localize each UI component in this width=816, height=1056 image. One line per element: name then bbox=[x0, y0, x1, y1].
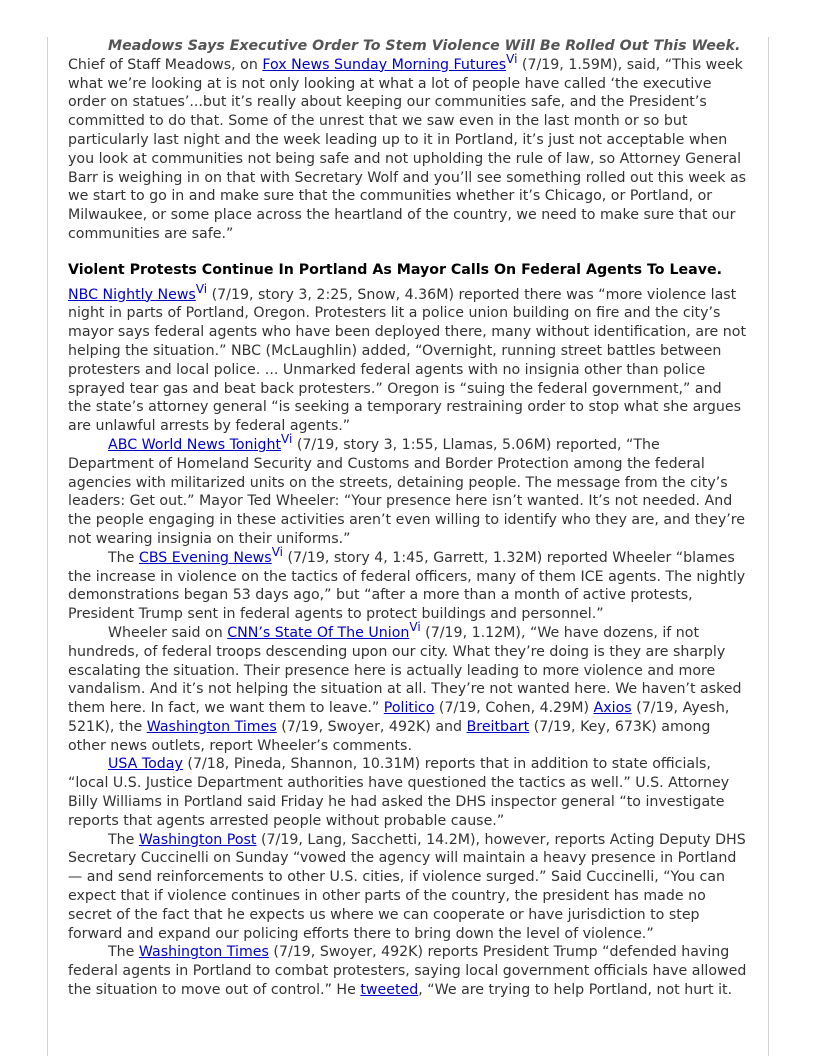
washington-times-link[interactable]: Washington Times bbox=[138, 944, 269, 961]
paragraph: Chief of Staff Meadows, on Fox News Sunday Morning Futures$^{Vi}$ (7/19, 1.59M), said, “This week what we’re looking at is not only looking at what a lot of people have called ‘the executive order on statues’...but it’s really about keeping our communities safe, and the President’s committed to do that. Some of the unrest that we saw even in the last month or so but particularly last night and the week leading up to it in Portland, it’s just not acceptable when you look at communities not being safe and not upholding the rule of law, so Attorney General Barr is weighing in on that with Secretary Wolf and you’ll see something rolled out this week as we start to go in and make sure that the communities whether it’s Chicago, or Portland, or Milwaukee, or some place across the heartland of the country, we need to make sure that our communities are safe.” bbox=[68, 51, 747, 242]
paragraph: The Washington Post (7/19, Lang, Sacchetti, 14.2M), however, reports Acting Deputy DHS Secretary Cuccinelli on Sunday “vowed the agency will maintain a heavy presence in Portland — and send reinforcements to other U.S. cities, if violence surged.” Said Cuccinelli, “You can expect that if violence continues in other parts of the country, the president has made no secret of the fact that he expects us where we can cooperate or have jurisdiction to step forward and expand our policing efforts there to bring down the level of violence.” bbox=[68, 831, 746, 942]
left-margin-rule bbox=[47, 37, 48, 1056]
paragraph: The Washington Times (7/19, Swoyer, 492K) reports President Trump “defended having federal agents in Portland to combat protesters, saying local government officials have allowed the situation to move out of control.” He tweeted, “We are trying to help Portland, not hurt it. bbox=[68, 944, 747, 999]
politico-link[interactable]: Politico bbox=[383, 700, 435, 717]
fox-news-link[interactable]: Fox News Sunday Morning Futures bbox=[262, 56, 507, 73]
paragraph: USA Today (7/18, Pineda, Shannon, 10.31M) reports that in addition to state officials, “local U.S. Justice Department authorities have questioned the tactics as well.” U.S. Attorney Billy Williams in Portland said Friday he had asked the DHS inspector general “to investigate reports that agents arrested people without probable cause.” bbox=[68, 756, 730, 829]
cnn-state-of-union-link[interactable]: CNN’s State Of The Union bbox=[227, 624, 410, 641]
abc-world-news-link[interactable]: ABC World News Tonight bbox=[108, 436, 282, 453]
video-icon[interactable]: Vi bbox=[506, 51, 518, 66]
paragraph: ABC World News Tonight$^{Vi}$ (7/19, story 3, 1:55, Llamas, 5.06M) reported, “The Department of Homeland Security and Customs and Border Protection among the federal agencies with militarized units on the streets, detaining people. The message from the city’s leaders: Get out.” Mayor Ted Wheeler: “Your presence here isn’t wanted. It’s not needed. And the people engaging in these activities aren’t even willing to identify who they are, and they’re not wearing insignia on their uniforms.” bbox=[68, 431, 746, 547]
axios-link[interactable]: Axios bbox=[593, 700, 632, 717]
cbs-evening-news-link[interactable]: CBS Evening News bbox=[138, 549, 272, 566]
paragraph: NBC Nightly News$^{Vi}$ (7/19, story 3, 2:25, Snow, 4.36M) reported there was “more violence last night in parts of Portland, Oregon. Protesters lit a police union building on fire and the city’s mayor says federal agents who have been deployed there, many without identification, are not helping the situation.” NBC (McLaughlin) added, “Overnight, running street battles between protesters and local police. ... Unmarked federal agents with no insignia other than police sprayed tear gas and beat back protesters.” Oregon is “suing the federal government,” and the state’s attorney general “is seeking a temporary restraining order to stop what she argues are unlawful arrests by federal agents.” bbox=[68, 281, 747, 435]
section-heading: Violent Protests Continue In Portland As Mayor Calls On Federal Agents To Leave. bbox=[68, 261, 722, 278]
right-margin-rule bbox=[768, 37, 769, 1056]
video-icon[interactable]: Vi bbox=[271, 544, 283, 559]
document-body bbox=[68, 37, 748, 1000]
video-icon[interactable]: Vi bbox=[281, 431, 293, 446]
nbc-nightly-news-link[interactable]: NBC Nightly News bbox=[68, 286, 196, 303]
paragraph: Wheeler said on CNN’s State Of The Union$^{Vi}$ (7/19, 1.12M), “We have dozens, if not hundreds, of federal troops descending upon our city. What they’re doing is they are sharply escalating the situation. Their presence here is actually leading to more violence and more vandalism. And it’s not helping the situation at all. They’re not wanted here. We haven’t asked them here. In fact, we want them to leave.” Politico (7/19, Cohen, 4.29M) Axios (7/19, Ayesh, 521K), the Washington Times (7/19, Swoyer, 492K) and Breitbart (7/19, Key, 673K) among other news outlets, report Wheeler’s comments. bbox=[68, 619, 742, 754]
washington-times-link[interactable]: Washington Times bbox=[146, 718, 277, 735]
tweeted-link[interactable]: tweeted bbox=[360, 982, 419, 999]
video-icon[interactable]: Vi bbox=[195, 281, 208, 296]
washington-post-link[interactable]: Washington Post bbox=[138, 831, 257, 848]
video-icon[interactable]: Vi bbox=[409, 619, 421, 634]
usa-today-link[interactable]: USA Today bbox=[108, 756, 183, 773]
paragraph: The CBS Evening News$^{Vi}$ (7/19, story 4, 1:45, Garrett, 1.32M) reported Wheeler “blames the increase in violence on the tactics of federal officers, many of them ICE agents. The nightly demonstrations began 53 days ago,” but “after a more than a month of active protests, President Trump sent in federal agents to protect buildings and personnel.” bbox=[68, 544, 746, 623]
breitbart-link[interactable]: Breitbart bbox=[466, 718, 530, 735]
section-subhead: Meadows Says Executive Order To Stem Violence Will Be Rolled Out This Week. bbox=[108, 38, 741, 54]
